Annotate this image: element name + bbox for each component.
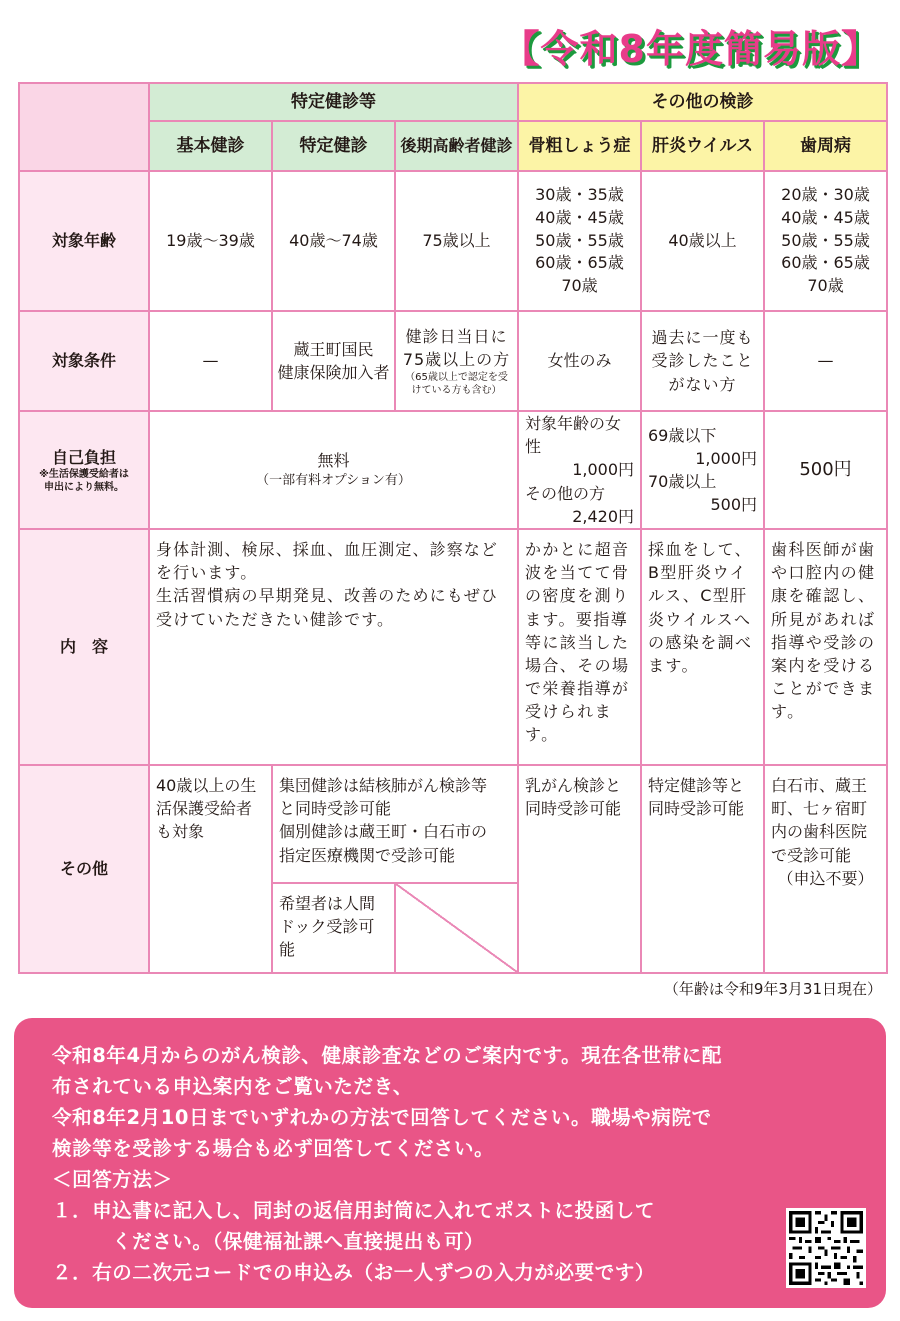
page-title: 【令和8年度簡易版】 [501, 27, 880, 71]
col-header-kihon: 基本健診 [149, 121, 272, 171]
row-header-age: 対象年齢 [19, 171, 149, 311]
row-header-other: その他 [19, 765, 149, 973]
cell-cond-kouki [395, 311, 518, 411]
cell-age-kihon: 19歳〜39歳 [149, 171, 272, 311]
cell-other-shishu [764, 765, 887, 973]
cell-age-tokutei: 40歳〜74歳 [272, 171, 395, 311]
row-header-condition: 対象条件 [19, 311, 149, 411]
cost-kanen-label2: 70歳以上 [648, 471, 717, 491]
cell-age-kanen: 40歳以上 [641, 171, 764, 311]
col-header-tokutei: 特定健診 [272, 121, 395, 171]
cell-cost-tokutei-group [149, 411, 518, 529]
cost-kotsu-value2: 2,420円 [572, 506, 634, 526]
cell-other-tokutei-kouki: 集団健診は結核肺がん検診等 と同時受診可能 個別健診は蔵王町・白石市の 指定医療機関で受診可能 [272, 765, 518, 883]
row-header-content: 内 容 [19, 529, 149, 765]
cell-cond-kotsu: 女性のみ [518, 311, 641, 411]
cost-kanen-value2: 500円 [710, 495, 757, 515]
cell-cond-tokutei: 蔵王町国民 健康保険加入者 [272, 311, 395, 411]
panel-line-1: 令和8年4月からのがん検診、健康診査などのご案内です。現在各世帯に配 [52, 1044, 722, 1067]
group-header-other: その他の検診 [518, 83, 887, 121]
panel-line-5: ＜回答方法＞ [52, 1168, 173, 1191]
cell-content-shishu: 歯科医師が歯 や口腔内の健 康を確認し、 所見があれば 指導や受診の 案内を受ける ことができま す。 [764, 529, 887, 765]
cost-free-note: （一部有料オプション有） [256, 473, 411, 489]
col-header-kouki: 後期高齢者健診 [395, 121, 518, 171]
qr-code-icon[interactable] [786, 1208, 866, 1288]
cell-cost-kanen [641, 411, 764, 529]
cost-label-note: ※生活保護受給者は 申出により無料。 [39, 469, 129, 493]
cost-kotsu-label1: 対象年齢の女性 [525, 414, 622, 457]
cell-cost-kotsu [518, 411, 641, 529]
cost-free: 無料 [317, 450, 350, 470]
checkup-table [18, 82, 888, 974]
panel-line-3: 令和8年2月10日までいずれかの方法で回答してください。職場や病院で [52, 1106, 712, 1129]
cell-other-kanen: 特定健診等と 同時受診可能 [641, 765, 764, 973]
guidance-panel [14, 1018, 886, 1308]
cost-kotsu-label2: その他の方 [525, 483, 606, 503]
cost-kanen-value1: 1,000円 [695, 448, 757, 468]
cell-age-shishu: 20歳・30歳 40歳・45歳 50歳・55歳 60歳・65歳 70歳 [764, 171, 887, 311]
other-shishu-text: 白石市、蔵王 町、七ヶ宿町 内の歯科医院 で受診可能 [771, 775, 868, 865]
group-header-tokutei: 特定健診等 [149, 83, 518, 121]
panel-line-6: １．申込書に記入し、同封の返信用封筒に入れてポストに投函して [52, 1199, 656, 1222]
cost-kotsu-value1: 1,000円 [572, 460, 634, 480]
cell-other-kihon: 40歳以上の生 活保護受給者 も対象 [149, 765, 272, 973]
cell-age-kouki: 75歳以上 [395, 171, 518, 311]
qr-code-graphic [786, 1208, 866, 1288]
cell-age-kotsu: 30歳・35歳 40歳・45歳 50歳・55歳 60歳・65歳 70歳 [518, 171, 641, 311]
panel-line-4: 検診等を受診する場合も必ず回答してください。 [52, 1137, 495, 1160]
cell-cond-kanen: 過去に一度も 受診したこと がない方 [641, 311, 764, 411]
other-shishu-note: （申込不要） [777, 868, 874, 888]
age-reference-note: （年齢は令和9年3月31日現在） [663, 980, 882, 998]
cell-cost-shishu: 500円 [764, 411, 887, 529]
panel-line-7: ください。（保健福祉課へ直接提出も可） [112, 1230, 485, 1253]
panel-line-2: 布されている申込案内をご覧いただき、 [52, 1075, 414, 1098]
panel-line-8: ２．右の二次元コードでの申込み（お一人ずつの入力が必要です） [52, 1261, 656, 1284]
table-corner [19, 83, 149, 171]
col-header-shishu: 歯周病 [764, 121, 887, 171]
cell-content-kanen: 採血をして、 B型肝炎ウイ ルス、C型肝 炎ウイルスへ の感染を調べ ます。 [641, 529, 764, 765]
cell-other-dock: 希望者は人間 ドック受診可 能 [272, 883, 395, 973]
col-header-kanen: 肝炎ウイルス [641, 121, 764, 171]
cell-content-kenshin: 身体計測、検尿、採血、血圧測定、診察など を行います。 生活習慣病の早期発見、改善のためにもぜひ 受けていただきたい健診です。 [149, 529, 518, 765]
cell-other-kotsu: 乳がん検診と 同時受診可能 [518, 765, 641, 973]
row-header-cost [19, 411, 149, 529]
cost-label: 自己負担 [51, 447, 116, 467]
cost-kanen-label1: 69歳以下 [648, 425, 717, 445]
cell-content-kotsu: かかとに超音 波を当てて骨 の密度を測り ます。要指導 等に該当した 場合、その場 で栄養指導が 受けられま す。 [518, 529, 641, 765]
cond-kouki-note: （65歳以上で認定を受 けている方も含む） [405, 372, 508, 397]
cell-cond-shishu: — [764, 311, 887, 411]
cond-kouki-text: 健診日当日に 75歳以上の方 [402, 326, 511, 369]
cell-cond-kihon: — [149, 311, 272, 411]
col-header-kotsu: 骨粗しょう症 [518, 121, 641, 171]
cell-other-kouki-empty [395, 883, 518, 973]
